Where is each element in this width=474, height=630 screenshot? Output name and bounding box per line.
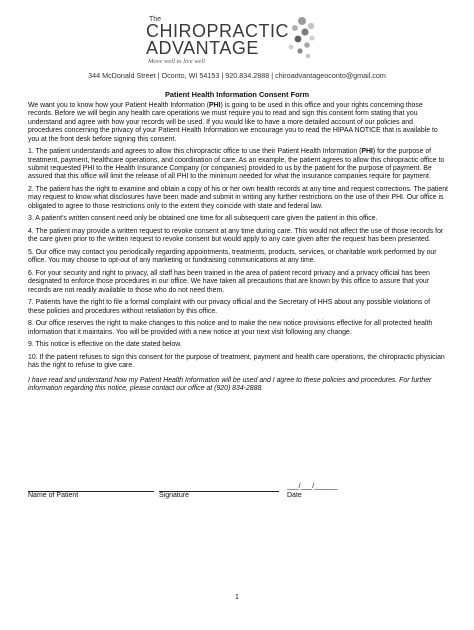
page-number: 1 xyxy=(235,594,239,601)
contact-line: 344 McDonald Street | Oconto, WI 54153 | 920.834.2888 | chiroadvantageoconto@gmail.com xyxy=(88,71,386,80)
logo-tagline: Move well to live well xyxy=(148,58,206,65)
logo-the: The xyxy=(149,16,162,23)
consent-item-4: 4. The patient may provide a written request to revoke consent at any time during care. This would not affect the use of those records for the care given prior to the written request to revoke consent but would apply to any care given after the request has been presented. xyxy=(28,228,444,244)
date-field[interactable]: ___/___/______ xyxy=(287,483,338,490)
consent-item-10: 10. If the patient refuses to sign this consent for the purpose of treatment, payment and health care operations, the chiropractic physician has the right to refuse to give care. xyxy=(28,354,445,370)
consent-item-5: 5. Our office may contact you periodically regarding appointments, treatments, products, services, or charitable work performed by our office. You may choose to opt-out of any marketing or fundraising communications at any time. xyxy=(28,249,437,265)
acknowledgement-statement: I have read and understand how my Patient Health Information will be used and I agree to these policies and procedures. For further information regarding this notice, please contact our office at (920) 834-2888. xyxy=(28,376,432,393)
date-label: Date xyxy=(287,492,302,499)
form-title: Patient Health Information Consent Form xyxy=(164,90,310,99)
signature-block xyxy=(28,485,448,505)
logo-line-advantage: ADVANTAGE xyxy=(146,38,259,58)
form-body xyxy=(28,102,448,398)
consent-item-8: 8. Our office reserves the right to make changes to this notice and to make the new notice provisions effective for all protected health information that it maintains. You will be provided with a new notice at your next visit following any change. xyxy=(28,320,433,336)
logo-dots-icon xyxy=(282,16,316,62)
consent-item-6: 6. For your security and right to privacy, all staff has been trained in the area of patient record privacy and a privacy official has been designated to enforce those procedures in our office. We have taken all precautions that are known by this office to assure that your records are not readily available to those who do not need them. xyxy=(28,270,430,294)
consent-item-2: 2. The patient has the right to examine and obtain a copy of his or her own health records at any time and request corrections. The patient may request to know what disclosures have been made and submit in writing any further restrictions on the use of their PHI. Our office is obligated to agree to those restrictions only to the extent they coincide with state and federal law. xyxy=(28,186,448,210)
consent-item-3: 3. A patient's written consent need only be obtained one time for all subsequent care given the patient in this office. xyxy=(28,215,378,223)
name-of-patient-label: Name of Patient xyxy=(28,492,79,499)
practice-logo xyxy=(146,16,326,66)
logo-line-chiropractic: CHIROPRACTIC xyxy=(146,21,290,41)
consent-item-9: 9. This notice is effective on the date stated below. xyxy=(28,341,182,349)
consent-item-1: 1. The patient understands and agrees to allow this chiropractic office to use their Patient Health Information (PHI) for the purpose of treatment, payment, healthcare operations, and coordination of care. As an example, the patient agrees to allow this chiropractic office to submit requested PHI to the Health Insurance Company (or companies) provided to us by the patient for the purpose of payment. Be assured that this office will limit the release of all PHI to the minimum needed for what the insurance companies require for payment. xyxy=(28,148,445,181)
consent-item-7: 7. Patients have the right to file a formal complaint with our privacy official and the Secretary of HHS about any possible violations of these policies and procedures without retaliation by this office. xyxy=(28,299,431,315)
intro-paragraph: We want you to know how your Patient Health Information (PHI) is going to be used in this office and your rights concerning those records. Before we will begin any health care operations we must require you to read and sign this consent form stating that you understand and agree with how your records will be used. If you would like to have a more detailed account of our policies and procedures concerning the privacy of your Patient Health Information we encourage you to read the HIPAA NOTICE that is available to you at the front desk before signing this consent. xyxy=(28,102,438,143)
signature-label: Signature xyxy=(159,492,189,499)
